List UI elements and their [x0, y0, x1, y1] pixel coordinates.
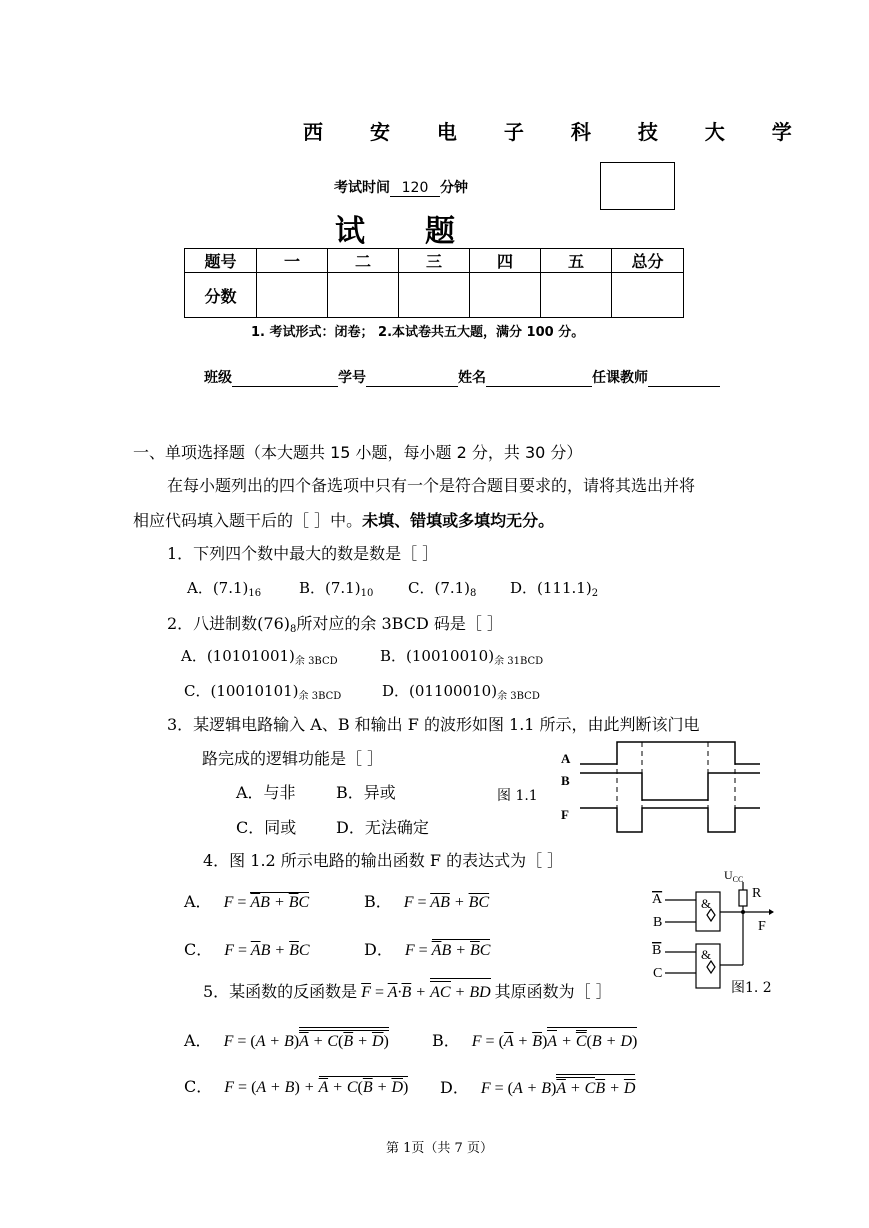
q4-stem: 4．图 1.2 所示电路的输出函数 F 的表达式为［ ］: [203, 851, 564, 870]
class-label: 班级: [204, 370, 232, 386]
wave-a: [580, 742, 760, 764]
q3-option-b: B．异或: [336, 783, 396, 802]
score-header-cell: 三: [399, 249, 470, 273]
score-header-cell: 题号: [185, 249, 257, 273]
q2-option-d: D．$(01100010)_{余 3BCD}$: [382, 682, 540, 702]
instructions-plain: 相应代码填入题干后的［ ］中。: [133, 511, 363, 530]
code-box: [600, 162, 675, 210]
score-table-header-row: [185, 249, 684, 273]
instructions-line2: [133, 508, 554, 531]
waveform-figure: [555, 735, 765, 840]
score-header-cell: 五: [541, 249, 612, 273]
q2-option-b: B．$(10010010)_{余 31BCD}$: [380, 647, 544, 667]
input-a-bar-label: A: [652, 892, 663, 907]
score-cell[interactable]: [541, 273, 612, 318]
section1-heading: 一、单项选择题（本大题共 15 小题，每小题 2 分，共 30 分）: [133, 443, 583, 462]
q5-option-a: A． $F = (A + B)\overline{A} + C(\overline{B} + \overline{D})$: [184, 1027, 389, 1051]
page-footer: 第 1页（共 7 页）: [386, 1141, 493, 1156]
oc-symbol-2: [707, 961, 715, 973]
score-cell[interactable]: [399, 273, 470, 318]
score-header-cell: 二: [328, 249, 399, 273]
teacher-field[interactable]: [648, 370, 720, 387]
q5-option-b: B． $F = (\overline{A} + \overline{B})A + \overline{C}(B + D)$: [432, 1027, 637, 1051]
input-c-label: C: [653, 966, 663, 981]
q4-option-b: B． F = AB + BC: [364, 892, 490, 911]
q4-option-c: C． $F = \overline{A}B + \overline{B}C$: [184, 940, 310, 959]
score-header-cell: 总分: [612, 249, 684, 273]
score-cell[interactable]: [257, 273, 328, 318]
q5-option-c: C． $F = (A + B) + \overline{A} + C(\overline{B} + \overline{D})$: [184, 1077, 409, 1096]
student-id-field[interactable]: [366, 370, 458, 387]
wave-f: [580, 808, 760, 832]
score-header-cell: 一: [257, 249, 328, 273]
wave-label-f: F: [561, 807, 569, 822]
score-cell[interactable]: [612, 273, 684, 318]
exam-time-value: 120: [390, 180, 440, 197]
q5-option-d: D． $F = (A + B)\overline{A} + C\overline{B} + \overline{D}$: [440, 1074, 635, 1098]
q1-option-c: C．$(7.1)_8$: [408, 579, 477, 599]
input-b-bar-label: B: [652, 943, 662, 958]
q2-option-a: A．$(10101001)_{余 3BCD}$: [181, 647, 338, 667]
ucc-label: $U_{CC}$: [724, 868, 744, 884]
q4-option-a: A． $F = \overline{A}B + \overline{B}C$: [184, 892, 310, 911]
q5-stem: 5．某函数的反函数是 $\overline{F} = \overline{A}\cdot\overline{B}$ + AC + BD 其原函数为［ ］: [203, 978, 612, 1002]
exam-time: [334, 177, 468, 197]
wave-b: [580, 773, 760, 800]
figure-1-2-label: 图1. 2: [731, 980, 772, 996]
q3-option-c: C．同或: [236, 818, 297, 837]
student-id-label: 学号: [338, 370, 366, 386]
q3-option-d: D．无法确定: [336, 818, 429, 837]
instructions-line1: 在每小题列出的四个备选项中只有一个是符合题目要求的，请将其选出并将: [167, 476, 696, 495]
q4-option-d: D． $F = \overline{A}B + \overline{B}C$: [364, 940, 491, 959]
student-info: [204, 367, 720, 387]
q1-stem: 1．下列四个数中最大的数是数是［ ］: [167, 544, 439, 563]
exam-time-label: 考试时间: [334, 180, 390, 196]
resistor: [739, 890, 747, 906]
exam-title: 试 题: [335, 214, 455, 249]
score-table-score-row: [185, 273, 684, 318]
exam-notes: 1. 考试形式：闭卷； 2.本试卷共五大题，满分 100 分。: [251, 325, 585, 340]
q1-option-d: D．$(111.1)_2$: [510, 579, 599, 599]
teacher-label: 任课教师: [592, 370, 648, 386]
score-row-label: 分数: [185, 273, 257, 318]
q3-stem-line1: 3．某逻辑电路输入 A、B 和输出 F 的波形如图 1.1 所示，由此判断该门电: [167, 715, 700, 734]
score-table: [184, 248, 684, 318]
gate2-symbol: &: [701, 947, 712, 962]
q2-stem: 2．八进制数$(76)_8$所对应的余 3BCD 码是［ ］: [167, 614, 503, 635]
wave-label-b: B: [561, 773, 570, 788]
university-title: 西 安 电 子 科 技 大 学: [303, 120, 812, 144]
instructions-bold: 未填、错填或多填均无分。: [362, 511, 555, 530]
input-b-label: B: [653, 915, 663, 930]
q3-option-a: A．与非: [236, 783, 296, 802]
class-field[interactable]: [232, 370, 338, 387]
score-cell[interactable]: [470, 273, 541, 318]
q3-stem-line2: 路完成的逻辑功能是［ ］: [202, 749, 384, 768]
output-f-label: F: [758, 919, 766, 934]
figure-1-1-label: 图 1.1: [497, 788, 538, 804]
resistor-label: R: [752, 886, 762, 901]
q1-option-b: B．$(7.1)_{10}$: [299, 579, 374, 599]
gate1-symbol: &: [701, 896, 712, 911]
wave-label-a: A: [561, 751, 571, 766]
name-field[interactable]: [486, 370, 592, 387]
score-header-cell: 四: [470, 249, 541, 273]
q1-option-a: A．$(7.1)_{16}$: [187, 579, 262, 599]
score-cell[interactable]: [328, 273, 399, 318]
name-label: 姓名: [458, 370, 486, 386]
exam-time-unit: 分钟: [440, 180, 468, 196]
q2-option-c: C．$(10010101)_{余 3BCD}$: [184, 682, 342, 702]
